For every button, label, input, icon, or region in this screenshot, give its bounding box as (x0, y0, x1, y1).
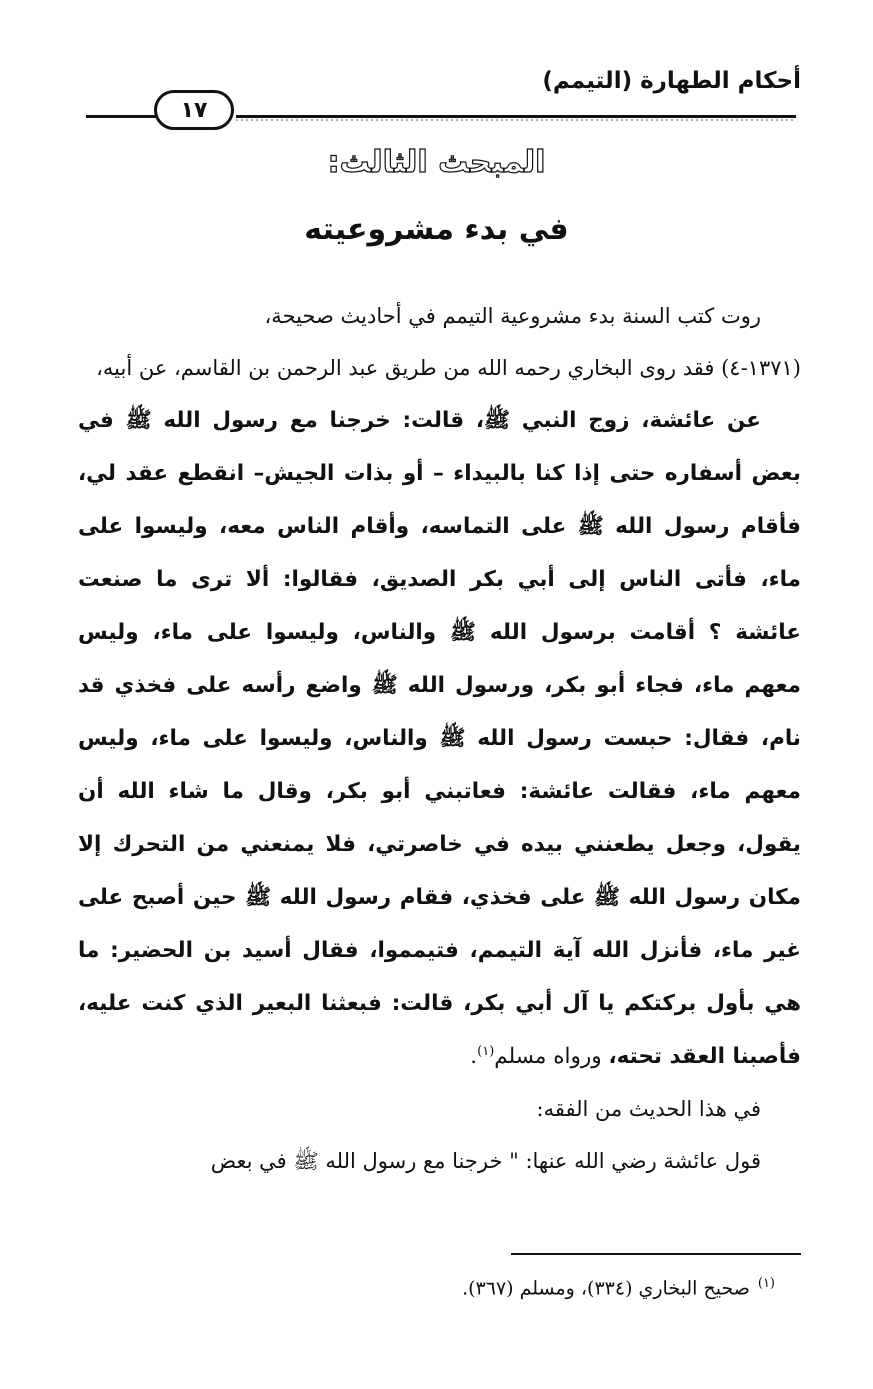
intro-paragraph: روت كتب السنة بدء مشروعية التيمم في أحاديث صحيحة، (264, 304, 761, 328)
hadith-end: . (470, 1044, 478, 1069)
footnote-reference[interactable]: (١) (477, 1043, 495, 1059)
chain-paragraph: (١٣٧١-٤) فقد روى البخاري رحمه الله من طريق عبد الرحمن بن القاسم، عن أبيه، (96, 356, 801, 380)
footnote-rule (511, 1253, 801, 1255)
header-rule-texture (236, 119, 796, 121)
footnote-marker: (١) (757, 1276, 775, 1291)
fiqh-heading: في هذا الحديث من الفقه: (536, 1097, 761, 1121)
hadith-text: عن عائشة، زوج النبي ﷺ، قالت: خرجنا مع رسول الله ﷺ في بعض أسفاره حتى إذا كنا بالبيداء – أو بذات الجيش– انقطع عقد لي، فأقام رسول الله ﷺ على التماسه، وأقام الناس معه، وليسوا على ماء، فأتى الناس إلى أبي بكر الصديق، فقالوا: ألا ترى ما صنعت عائشة ؟ أقامت برسول الله ﷺ والناس، وليسوا على ماء، وليس معهم ماء، فجاء أبو بكر، ورسول الله ﷺ واضع رأسه على فخذي قد نام، فقال: حبست رسول الله ﷺ والناس، وليسوا على ماء، وليس معهم ماء، فقالت عائشة: فعاتبني أبو بكر، وقال ما شاء الله أن يقول، وجعل يطعنني بيده في خاصرتي، فلا يمنعني من التحرك إلا مكان رسول الله ﷺ على فخذي، فقام رسول الله ﷺ حين أصبح على غير ماء، فأنزل الله آية التيمم، فتيمموا، فقال أسيد بن الحضير: ما هي بأول بركتكم يا آل أبي بكر، قالت: فبعثنا البعير الذي كنت عليه، فأصبنا العقد تحته، (78, 408, 801, 1069)
header-rule-left (86, 115, 158, 118)
footnote-text: صحيح البخاري (٣٣٤)، ومسلم (٣٦٧). (462, 1277, 750, 1300)
section-heading: المبحث الثالث: (327, 145, 546, 180)
page-number: ١٧ (180, 97, 208, 123)
fiqh-first-line: قول عائشة رضي الله عنها: " خرجنا مع رسول الله ﷺ في بعض (210, 1149, 761, 1173)
page-number-badge (154, 90, 234, 130)
footnote (462, 1276, 775, 1299)
hadith-paragraph (78, 394, 801, 1083)
body-text (78, 290, 801, 1187)
header-rule-right (236, 115, 796, 118)
section-subheading: في بدء مشروعيته (304, 212, 569, 247)
running-title: أحكام الطهارة (التيمم) (542, 68, 801, 94)
hadith-tail: ورواه مسلم (494, 1044, 609, 1069)
